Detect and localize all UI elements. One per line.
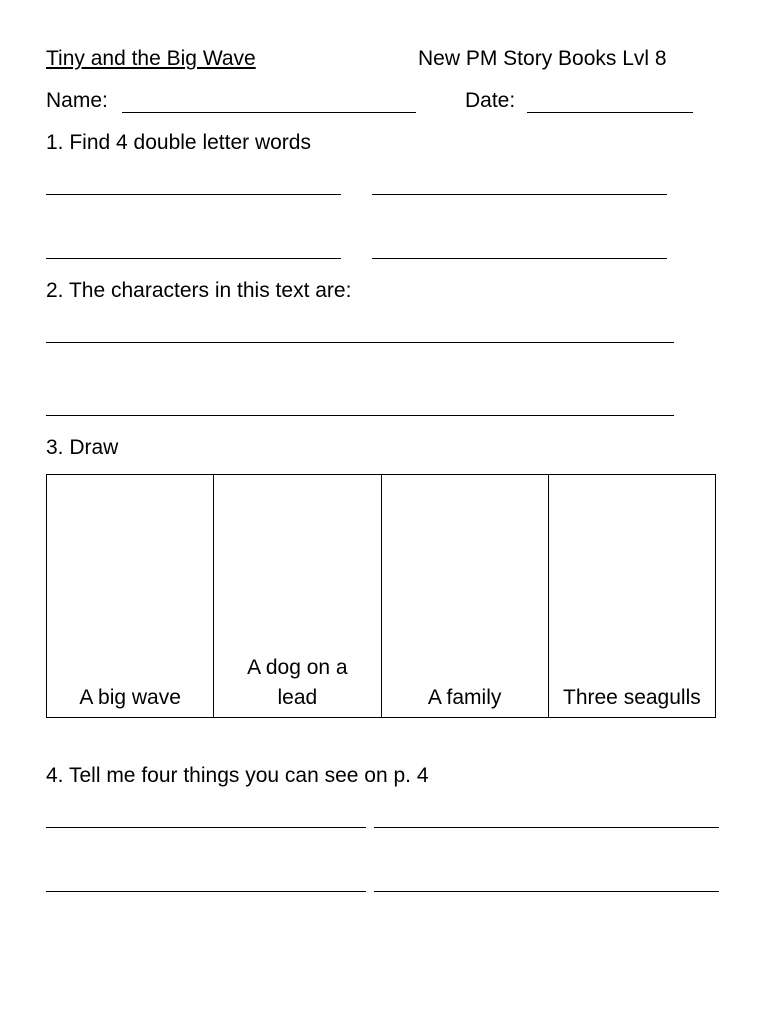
answer-line[interactable] — [46, 342, 674, 343]
book-series: New PM Story Books Lvl 8 — [418, 47, 667, 70]
answer-line[interactable] — [46, 415, 674, 416]
draw-box-big-wave[interactable] — [47, 475, 214, 717]
date-answer-line[interactable] — [527, 112, 693, 113]
answer-line[interactable] — [374, 827, 719, 828]
answer-line[interactable] — [46, 194, 341, 195]
answer-line[interactable] — [46, 258, 341, 259]
name-answer-line[interactable] — [122, 112, 416, 113]
question-1: 1. Find 4 double letter words — [46, 131, 311, 154]
question-4: 4. Tell me four things you can see on p. 4 — [46, 764, 429, 787]
question-3: 3. Draw — [46, 436, 119, 459]
draw-box-label: lead — [277, 686, 318, 709]
question-2: 2. The characters in this text are: — [46, 279, 352, 302]
draw-box-dog-on-lead[interactable] — [214, 475, 381, 717]
draw-box-label: Three seagulls — [563, 686, 701, 709]
draw-box-label: A dog on a — [247, 656, 348, 679]
draw-box-label: A big wave — [79, 686, 181, 709]
answer-line[interactable] — [372, 258, 667, 259]
answer-line[interactable] — [46, 891, 366, 892]
worksheet-title: Tiny and the Big Wave — [46, 47, 256, 70]
name-label: Name: — [46, 89, 108, 112]
answer-line[interactable] — [46, 827, 366, 828]
answer-line[interactable] — [374, 891, 719, 892]
draw-box-family[interactable] — [382, 475, 549, 717]
draw-box-three-seagulls[interactable] — [549, 475, 715, 717]
date-label: Date: — [465, 89, 516, 112]
answer-line[interactable] — [372, 194, 667, 195]
drawing-grid — [46, 474, 716, 718]
draw-box-label: A family — [427, 686, 502, 709]
